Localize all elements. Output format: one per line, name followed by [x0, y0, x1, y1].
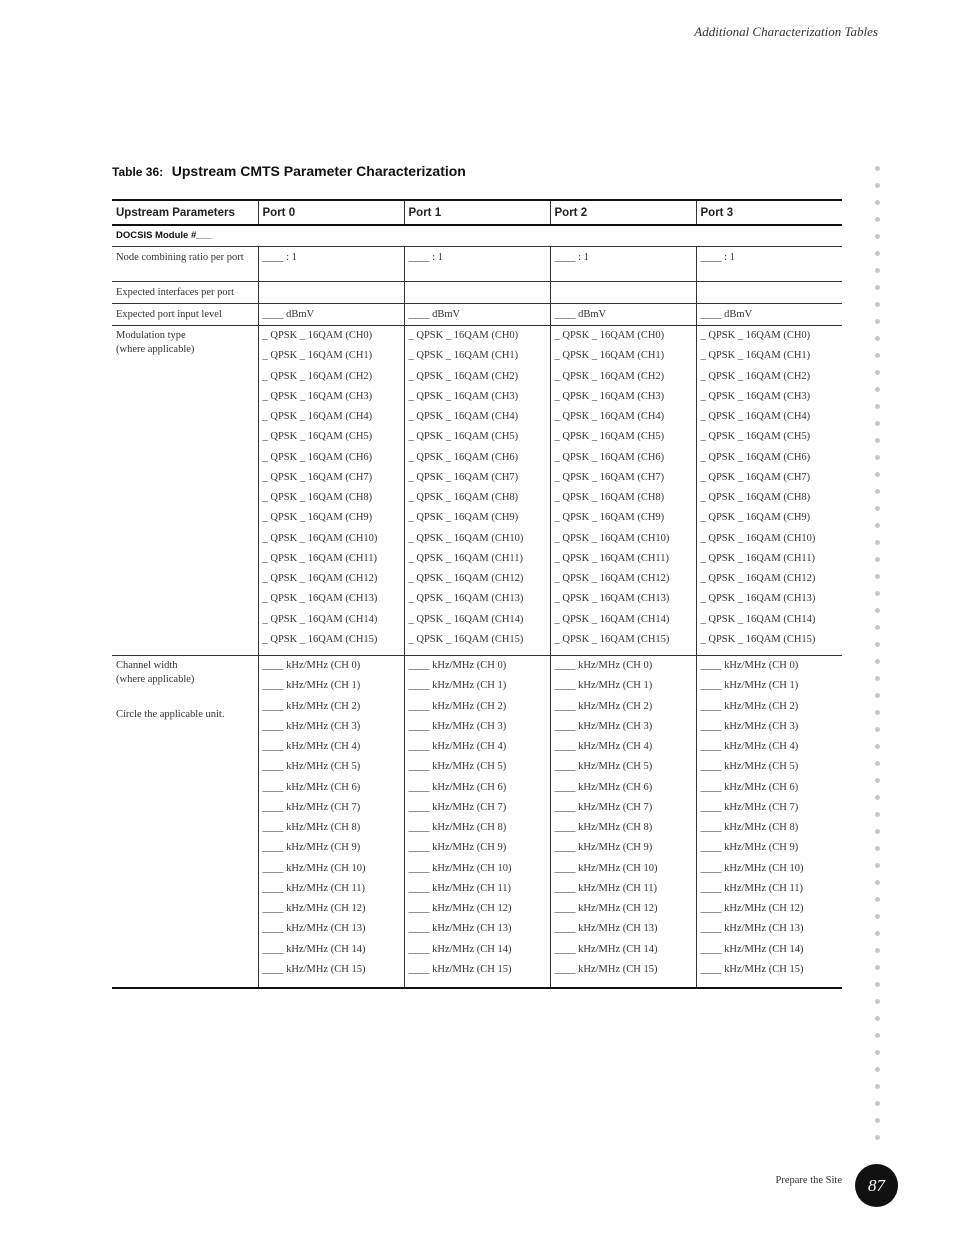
- channel-width-line: ____ kHz/MHz (CH 13): [408, 923, 512, 935]
- modulation-option-line: _ QPSK _ 16QAM (CH0): [262, 330, 373, 341]
- modulation-option-line: _ QPSK _ 16QAM (CH10): [262, 532, 378, 544]
- docsis-module-label: DOCSIS Module #___: [112, 225, 842, 247]
- channel-width-line: ____ kHz/MHz (CH 12): [408, 903, 512, 914]
- modulation-option-line: _ QPSK _ 16QAM (CH5): [408, 431, 519, 443]
- margin-dot: [875, 829, 880, 834]
- channel-width-line: ____ kHz/MHz (CH 13): [700, 923, 804, 935]
- margin-dot: [875, 387, 880, 392]
- channel-width-line: ____ kHz/MHz (CH 10): [262, 862, 366, 874]
- channel-width-line: ____ kHz/MHz (CH 0): [408, 660, 507, 671]
- channel-width-line: ____ kHz/MHz (CH 3): [408, 720, 507, 732]
- column-header-parameters: Upstream Parameters: [112, 200, 258, 225]
- running-header: Additional Characterization Tables: [694, 24, 878, 39]
- channel-width-note: Circle the applicable unit.: [116, 709, 225, 720]
- channel-width-line: ____ kHz/MHz (CH 8): [408, 822, 507, 833]
- table-caption-label: Table 36:: [112, 165, 164, 179]
- channel-width-line: ____ kHz/MHz (CH 4): [700, 741, 799, 752]
- margin-dot: [875, 863, 880, 868]
- modulation-option-line: _ QPSK _ 16QAM (CH7): [700, 471, 811, 483]
- margin-dot: [875, 931, 880, 936]
- modulation-option-line: _ QPSK _ 16QAM (CH5): [554, 431, 665, 443]
- margin-dot: [875, 200, 880, 205]
- channel-width-line: ____ kHz/MHz (CH 9): [554, 842, 653, 854]
- modulation-option-line: _ QPSK _ 16QAM (CH13): [554, 593, 670, 605]
- modulation-option-line: _ QPSK _ 16QAM (CH3): [408, 390, 519, 402]
- modulation-option-line: _ QPSK _ 16QAM (CH0): [554, 330, 665, 341]
- margin-dot: [875, 812, 880, 817]
- margin-dot: [875, 234, 880, 239]
- modulation-option-line: _ QPSK _ 16QAM (CH1): [408, 350, 519, 362]
- cell-node-ratio-port-0: ____ : 1: [258, 247, 404, 282]
- cell-interfaces-port-1: [404, 282, 550, 304]
- cell-input-level-port-3: ____ dBmV: [696, 304, 842, 326]
- table-row-node-ratio: [112, 247, 842, 282]
- margin-dot: [875, 1118, 880, 1123]
- margin-dot: [875, 285, 880, 290]
- channel-width-line: ____ kHz/MHz (CH 2): [262, 700, 361, 712]
- column-header-port-1: Port 1: [404, 200, 550, 225]
- modulation-option-line: _ QPSK _ 16QAM (CH8): [554, 492, 665, 503]
- channel-width-line: ____ kHz/MHz (CH 0): [554, 660, 653, 671]
- cell-modulation-port-3: [696, 326, 842, 656]
- modulation-option-line: _ QPSK _ 16QAM (CH3): [262, 390, 373, 402]
- modulation-option-line: _ QPSK _ 16QAM (CH7): [262, 471, 373, 483]
- margin-dot: [875, 591, 880, 596]
- cell-node-ratio-port-2: ____ : 1: [550, 247, 696, 282]
- margin-dot: [875, 761, 880, 766]
- channel-width-line: ____ kHz/MHz (CH 15): [408, 963, 512, 975]
- modulation-option-line: _ QPSK _ 16QAM (CH7): [408, 471, 519, 483]
- modulation-option-line: _ QPSK _ 16QAM (CH4): [408, 411, 519, 422]
- modulation-option-line: _ QPSK _ 16QAM (CH13): [262, 593, 378, 605]
- channel-width-line: ____ kHz/MHz (CH 6): [262, 781, 361, 793]
- cell-input-level-port-2: ____ dBmV: [550, 304, 696, 326]
- modulation-option-line: _ QPSK _ 16QAM (CH15): [408, 633, 524, 645]
- modulation-option-line: _ QPSK _ 16QAM (CH14): [262, 613, 378, 625]
- modulation-option-line: _ QPSK _ 16QAM (CH15): [554, 633, 670, 645]
- channel-width-line: ____ kHz/MHz (CH 9): [700, 842, 799, 854]
- channel-width-line: ____ kHz/MHz (CH 11): [700, 882, 804, 894]
- channel-width-line: ____ kHz/MHz (CH 3): [700, 720, 799, 732]
- margin-dot: [875, 370, 880, 375]
- cell-interfaces-port-0: [258, 282, 404, 304]
- channel-width-line: ____ kHz/MHz (CH 14): [408, 943, 512, 955]
- modulation-option-line: _ QPSK _ 16QAM (CH11): [262, 552, 378, 564]
- margin-dot: [875, 1067, 880, 1072]
- channel-width-line: ____ kHz/MHz (CH 5): [262, 761, 361, 773]
- channel-width-line: ____ kHz/MHz (CH 10): [408, 862, 512, 874]
- modulation-option-line: _ QPSK _ 16QAM (CH13): [408, 593, 524, 605]
- modulation-option-line: _ QPSK _ 16QAM (CH3): [700, 390, 811, 402]
- modulation-option-line: _ QPSK _ 16QAM (CH1): [700, 350, 811, 362]
- margin-dot: [875, 319, 880, 324]
- table-caption: [112, 163, 466, 179]
- modulation-option-line: _ QPSK _ 16QAM (CH1): [554, 350, 665, 362]
- margin-dot: [875, 574, 880, 579]
- channel-width-line: ____ kHz/MHz (CH 1): [262, 680, 361, 692]
- cell-interfaces-port-3: [696, 282, 842, 304]
- row-label-interfaces: Expected interfaces per port: [112, 282, 258, 304]
- modulation-option-line: _ QPSK _ 16QAM (CH14): [408, 613, 524, 625]
- channel-width-line: ____ kHz/MHz (CH 1): [700, 680, 799, 692]
- channel-width-line: ____ kHz/MHz (CH 5): [554, 761, 653, 773]
- table-row-interfaces: [112, 282, 842, 304]
- modulation-option-line: _ QPSK _ 16QAM (CH11): [700, 552, 816, 564]
- cell-node-ratio-port-3: ____ : 1: [696, 247, 842, 282]
- margin-dot: [875, 693, 880, 698]
- channel-width-line: ____ kHz/MHz (CH 8): [700, 822, 799, 833]
- margin-dot: [875, 540, 880, 545]
- channel-width-line: ____ kHz/MHz (CH 4): [262, 741, 361, 752]
- margin-dot: [875, 1033, 880, 1038]
- channel-width-line: ____ kHz/MHz (CH 14): [554, 943, 658, 955]
- channel-width-line: ____ kHz/MHz (CH 2): [700, 700, 799, 712]
- table-row-input-level: [112, 304, 842, 326]
- channel-width-line: ____ kHz/MHz (CH 5): [700, 761, 799, 773]
- channel-width-line: ____ kHz/MHz (CH 15): [262, 963, 366, 975]
- row-label-node-ratio: Node combining ratio per port: [112, 247, 258, 282]
- margin-dot: [875, 999, 880, 1004]
- channel-width-line: ____ kHz/MHz (CH 14): [700, 943, 804, 955]
- modulation-option-line: _ QPSK _ 16QAM (CH12): [262, 573, 378, 584]
- channel-width-line: ____ kHz/MHz (CH 7): [554, 801, 653, 813]
- modulation-option-line: _ QPSK _ 16QAM (CH9): [554, 512, 665, 524]
- modulation-option-line: _ QPSK _ 16QAM (CH8): [408, 492, 519, 503]
- modulation-option-line: _ QPSK _ 16QAM (CH14): [700, 613, 816, 625]
- modulation-option-line: _ QPSK _ 16QAM (CH13): [700, 593, 816, 605]
- channel-width-line: ____ kHz/MHz (CH 10): [700, 862, 804, 874]
- channel-width-line: ____ kHz/MHz (CH 14): [262, 943, 366, 955]
- margin-dot: [875, 1050, 880, 1055]
- cell-modulation-port-0: [258, 326, 404, 656]
- channel-width-line: ____ kHz/MHz (CH 3): [554, 720, 653, 732]
- modulation-option-line: _ QPSK _ 16QAM (CH0): [700, 330, 811, 341]
- cell-channel-width-port-3: [696, 656, 842, 989]
- margin-dot: [875, 795, 880, 800]
- margin-dot: [875, 846, 880, 851]
- modulation-option-line: _ QPSK _ 16QAM (CH8): [700, 492, 811, 503]
- modulation-option-line: _ QPSK _ 16QAM (CH8): [262, 492, 373, 503]
- channel-width-line: ____ kHz/MHz (CH 11): [262, 882, 366, 894]
- table-caption-title: Upstream CMTS Parameter Characterization: [171, 163, 466, 179]
- cell-channel-width-port-2: [550, 656, 696, 989]
- modulation-option-line: _ QPSK _ 16QAM (CH12): [408, 573, 524, 584]
- modulation-option-line: _ QPSK _ 16QAM (CH11): [408, 552, 524, 564]
- modulation-option-line: _ QPSK _ 16QAM (CH0): [408, 330, 519, 341]
- row-label-input-level: Expected port input level: [112, 304, 258, 326]
- cell-node-ratio-port-1: ____ : 1: [404, 247, 550, 282]
- modulation-option-line: _ QPSK _ 16QAM (CH6): [408, 451, 519, 463]
- channel-width-line: ____ kHz/MHz (CH 15): [554, 963, 658, 975]
- modulation-option-line: _ QPSK _ 16QAM (CH5): [700, 431, 811, 443]
- margin-dot: [875, 353, 880, 358]
- margin-dot: [875, 914, 880, 919]
- modulation-label: Modulation type: [116, 330, 186, 341]
- channel-width-line: ____ kHz/MHz (CH 0): [700, 660, 799, 671]
- margin-dot: [875, 676, 880, 681]
- table-header-row: [112, 200, 842, 225]
- channel-width-line: ____ kHz/MHz (CH 13): [262, 923, 366, 935]
- table-row-channel-width: [112, 656, 842, 989]
- margin-dot: [875, 336, 880, 341]
- modulation-option-line: _ QPSK _ 16QAM (CH6): [554, 451, 665, 463]
- margin-dot: [875, 778, 880, 783]
- channel-width-line: ____ kHz/MHz (CH 1): [408, 680, 507, 692]
- channel-width-line: ____ kHz/MHz (CH 15): [700, 963, 804, 975]
- modulation-option-line: _ QPSK _ 16QAM (CH14): [554, 613, 670, 625]
- channel-width-line: ____ kHz/MHz (CH 2): [554, 700, 653, 712]
- margin-dot: [875, 166, 880, 171]
- cell-input-level-port-0: ____ dBmV: [258, 304, 404, 326]
- margin-dot: [875, 438, 880, 443]
- column-header-port-3: Port 3: [696, 200, 842, 225]
- modulation-option-line: _ QPSK _ 16QAM (CH4): [262, 411, 373, 422]
- margin-dot: [875, 557, 880, 562]
- channel-width-line: ____ kHz/MHz (CH 11): [554, 882, 658, 894]
- cell-modulation-port-2: [550, 326, 696, 656]
- margin-dot: [875, 421, 880, 426]
- channel-width-line: ____ kHz/MHz (CH 4): [554, 741, 653, 752]
- modulation-sublabel: (where applicable): [116, 344, 195, 355]
- margin-dot: [875, 1101, 880, 1106]
- modulation-option-line: _ QPSK _ 16QAM (CH9): [700, 512, 811, 524]
- margin-dot: [875, 523, 880, 528]
- margin-dot: [875, 897, 880, 902]
- modulation-option-line: _ QPSK _ 16QAM (CH10): [700, 532, 816, 544]
- upstream-parameter-table: [112, 199, 842, 989]
- modulation-option-line: _ QPSK _ 16QAM (CH10): [408, 532, 524, 544]
- modulation-option-line: _ QPSK _ 16QAM (CH3): [554, 390, 665, 402]
- channel-width-line: ____ kHz/MHz (CH 2): [408, 700, 507, 712]
- margin-dot: [875, 710, 880, 715]
- margin-dot: [875, 489, 880, 494]
- cell-channel-width-port-0: [258, 656, 404, 989]
- modulation-option-line: _ QPSK _ 16QAM (CH9): [262, 512, 373, 524]
- margin-dot: [875, 659, 880, 664]
- docsis-module-row: [112, 225, 842, 247]
- margin-dot: [875, 625, 880, 630]
- modulation-option-line: _ QPSK _ 16QAM (CH11): [554, 552, 670, 564]
- modulation-option-line: _ QPSK _ 16QAM (CH10): [554, 532, 670, 544]
- margin-dot: [875, 982, 880, 987]
- margin-dot: [875, 506, 880, 511]
- modulation-option-line: _ QPSK _ 16QAM (CH5): [262, 431, 373, 443]
- cell-channel-width-port-1: [404, 656, 550, 989]
- modulation-option-line: _ QPSK _ 16QAM (CH2): [700, 370, 811, 382]
- channel-width-line: ____ kHz/MHz (CH 10): [554, 862, 658, 874]
- channel-width-line: ____ kHz/MHz (CH 4): [408, 741, 507, 752]
- spacer: [116, 687, 254, 708]
- modulation-option-line: _ QPSK _ 16QAM (CH12): [700, 573, 816, 584]
- modulation-option-line: _ QPSK _ 16QAM (CH1): [262, 350, 373, 362]
- channel-width-line: ____ kHz/MHz (CH 7): [408, 801, 507, 813]
- margin-dot: [875, 965, 880, 970]
- margin-dot: [875, 183, 880, 188]
- cell-input-level-port-1: ____ dBmV: [404, 304, 550, 326]
- margin-dot: [875, 880, 880, 885]
- channel-width-line: ____ kHz/MHz (CH 8): [262, 822, 361, 833]
- channel-width-line: ____ kHz/MHz (CH 7): [700, 801, 799, 813]
- modulation-option-line: _ QPSK _ 16QAM (CH2): [262, 370, 373, 382]
- modulation-option-line: _ QPSK _ 16QAM (CH2): [408, 370, 519, 382]
- cell-modulation-port-1: [404, 326, 550, 656]
- margin-dot: [875, 608, 880, 613]
- channel-width-line: ____ kHz/MHz (CH 8): [554, 822, 653, 833]
- channel-width-line: ____ kHz/MHz (CH 6): [700, 781, 799, 793]
- modulation-option-line: _ QPSK _ 16QAM (CH4): [700, 411, 811, 422]
- row-label-modulation: [112, 326, 258, 656]
- channel-width-line: ____ kHz/MHz (CH 12): [262, 903, 366, 914]
- column-header-port-2: Port 2: [550, 200, 696, 225]
- column-header-port-0: Port 0: [258, 200, 404, 225]
- channel-width-line: ____ kHz/MHz (CH 6): [408, 781, 507, 793]
- modulation-option-line: _ QPSK _ 16QAM (CH9): [408, 512, 519, 524]
- margin-dot: [875, 727, 880, 732]
- channel-width-label: Channel width: [116, 660, 178, 671]
- margin-dot: [875, 1135, 880, 1140]
- margin-dot: [875, 251, 880, 256]
- channel-width-line: ____ kHz/MHz (CH 11): [408, 882, 512, 894]
- page-number-badge: 87: [855, 1164, 898, 1207]
- channel-width-line: ____ kHz/MHz (CH 13): [554, 923, 658, 935]
- margin-dot: [875, 302, 880, 307]
- margin-dot-rail: [872, 166, 882, 1152]
- modulation-option-line: _ QPSK _ 16QAM (CH15): [262, 633, 378, 645]
- margin-dot: [875, 1016, 880, 1021]
- modulation-option-line: _ QPSK _ 16QAM (CH15): [700, 633, 816, 645]
- margin-dot: [875, 1084, 880, 1089]
- margin-dot: [875, 404, 880, 409]
- channel-width-line: ____ kHz/MHz (CH 6): [554, 781, 653, 793]
- channel-width-line: ____ kHz/MHz (CH 3): [262, 720, 361, 732]
- channel-width-line: ____ kHz/MHz (CH 0): [262, 660, 361, 671]
- row-label-channel-width: [112, 656, 258, 989]
- margin-dot: [875, 472, 880, 477]
- channel-width-line: ____ kHz/MHz (CH 12): [700, 903, 804, 914]
- modulation-option-line: _ QPSK _ 16QAM (CH6): [262, 451, 373, 463]
- table-row-modulation: [112, 326, 842, 656]
- margin-dot: [875, 744, 880, 749]
- channel-width-line: ____ kHz/MHz (CH 12): [554, 903, 658, 914]
- channel-width-sublabel: (where applicable): [116, 674, 195, 685]
- modulation-option-line: _ QPSK _ 16QAM (CH2): [554, 370, 665, 382]
- cell-interfaces-port-2: [550, 282, 696, 304]
- channel-width-line: ____ kHz/MHz (CH 9): [408, 842, 507, 854]
- modulation-option-line: _ QPSK _ 16QAM (CH7): [554, 471, 665, 483]
- margin-dot: [875, 268, 880, 273]
- margin-dot: [875, 948, 880, 953]
- channel-width-line: ____ kHz/MHz (CH 1): [554, 680, 653, 692]
- margin-dot: [875, 642, 880, 647]
- margin-dot: [875, 217, 880, 222]
- channel-width-line: ____ kHz/MHz (CH 7): [262, 801, 361, 813]
- channel-width-line: ____ kHz/MHz (CH 5): [408, 761, 507, 773]
- modulation-option-line: _ QPSK _ 16QAM (CH12): [554, 573, 670, 584]
- channel-width-line: ____ kHz/MHz (CH 9): [262, 842, 361, 854]
- modulation-option-line: _ QPSK _ 16QAM (CH4): [554, 411, 665, 422]
- modulation-option-line: _ QPSK _ 16QAM (CH6): [700, 451, 811, 463]
- margin-dot: [875, 455, 880, 460]
- footer-section-label: Prepare the Site: [775, 1175, 842, 1186]
